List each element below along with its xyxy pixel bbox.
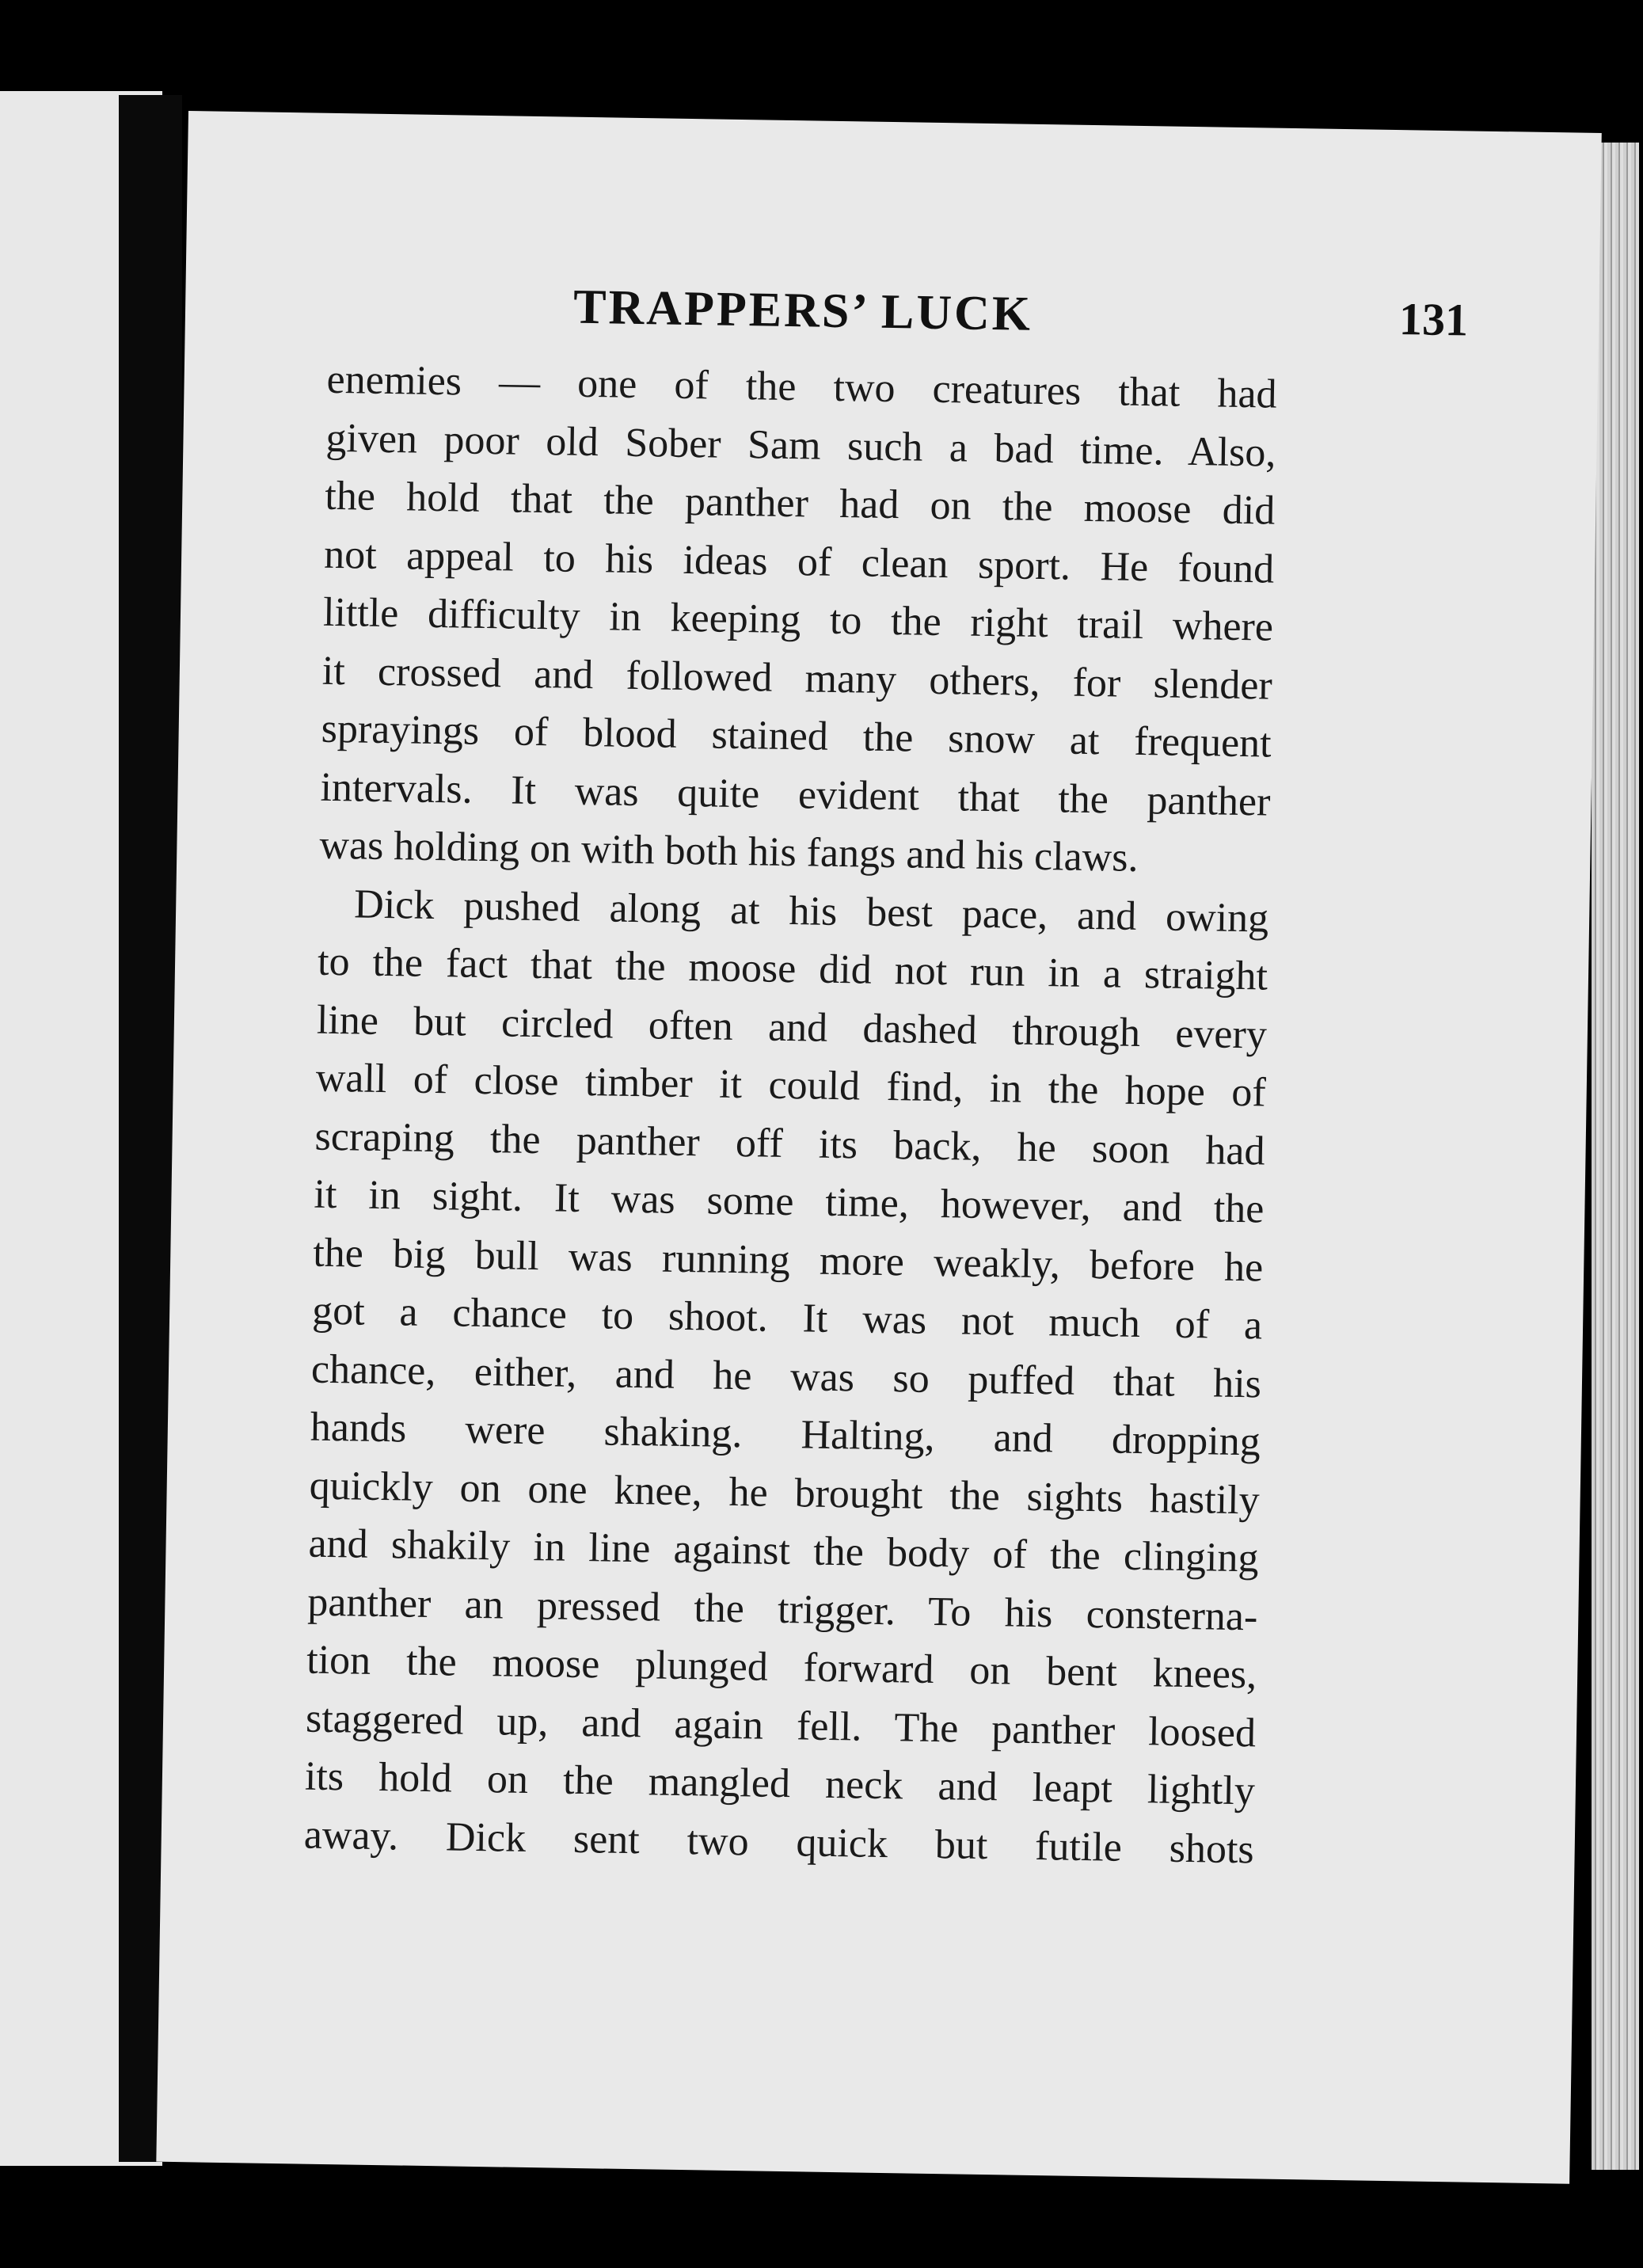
page-header — [572, 280, 1468, 365]
page-number: 131 — [1398, 293, 1469, 346]
text-line: Dick pushed along at his best pace, and owing — [353, 881, 1269, 942]
text-line: chance, either, and he was so puffed that his — [310, 1346, 1262, 1406]
text-line: line but circled often and dashed through every — [316, 997, 1268, 1058]
text-line: little difficulty in keeping to the right trail where — [322, 589, 1274, 650]
text-line: given poor old Sober Sam such a bad time. Also, — [325, 415, 1276, 476]
text-line: the hold that the panther had on the moose did — [324, 473, 1276, 534]
text-line: to the fact that the moose did not run in a straight — [317, 938, 1268, 999]
text-line: enemies — one of the two creatures that had — [326, 356, 1277, 417]
text-line: it crossed and followed many others, for slender — [321, 648, 1273, 709]
running-head: TRAPPERS’ LUCK — [572, 280, 1033, 341]
text-line: intervals. It was quite evident that the panther — [320, 764, 1271, 825]
text-line: wall of close timber it could find, in the hope of — [315, 1055, 1267, 1116]
text-line: its hold on the mangled neck and leapt lightly — [304, 1753, 1256, 1814]
text-line: away. Dick sent two quick but futile shots — [303, 1812, 1255, 1872]
book-page — [156, 111, 1601, 2184]
text-line: sprayings of blood stained the snow at frequent — [321, 706, 1272, 767]
text-line: it in sight. It was some time, however, and the — [314, 1171, 1265, 1232]
text-line: staggered up, and again fell. The panther loosed — [305, 1695, 1257, 1756]
text-line: hands were shaking. Halting, and dropping — [310, 1404, 1261, 1465]
text-line: panther an pressed the trigger. To his consterna- — [307, 1579, 1258, 1639]
text-line: was holding on with both his fangs and his claws. — [319, 822, 1139, 881]
text-line: got a chance to shoot. It was not much of a — [311, 1288, 1263, 1349]
text-line: quickly on one knee, he brought the sights hastily — [309, 1463, 1261, 1523]
text-line: scraping the panther off its back, he soon had — [314, 1113, 1265, 1174]
text-line: and shakily in line against the body of the clinging — [308, 1520, 1259, 1581]
text-line: not appeal to his ideas of clean sport. He found — [323, 531, 1275, 592]
body-text — [303, 351, 1277, 1879]
text-line: the big bull was running more weakly, before he — [312, 1230, 1264, 1290]
text-line: tion the moose plunged forward on bent knees, — [306, 1637, 1257, 1698]
page-edge — [1592, 143, 1639, 2170]
